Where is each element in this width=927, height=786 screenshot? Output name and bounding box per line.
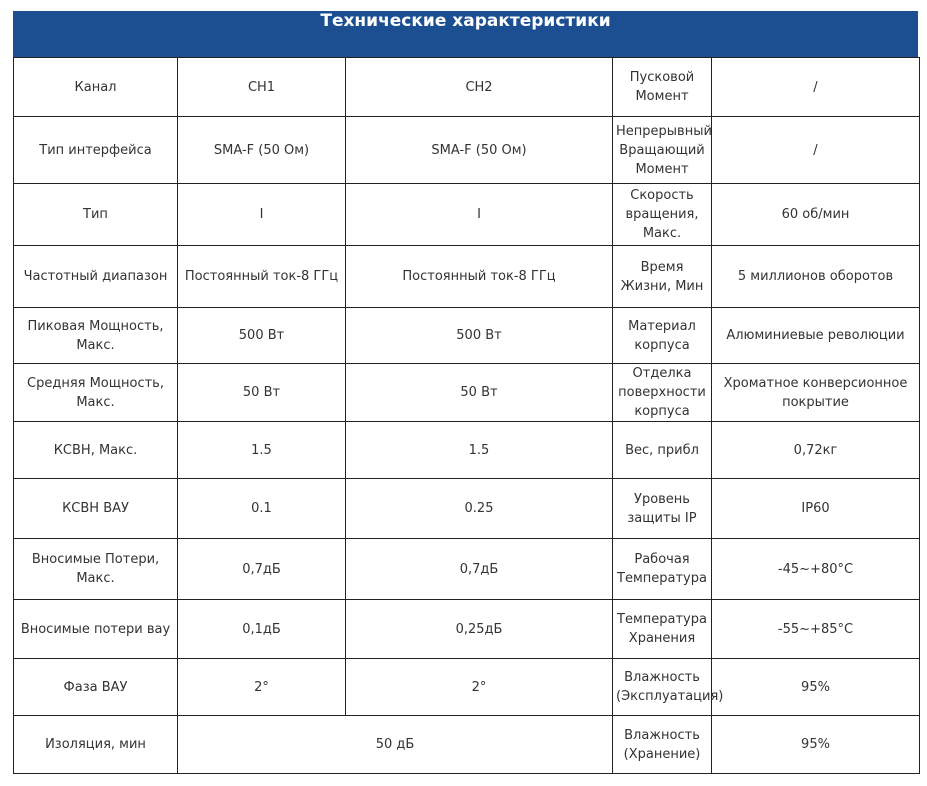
ch2-value: 1.5 bbox=[346, 422, 613, 479]
mech-param-value: / bbox=[712, 58, 920, 117]
mech-param-value: IP60 bbox=[712, 479, 920, 539]
ch2-value: Постоянный ток-8 ГГц bbox=[346, 246, 613, 308]
mech-param-value: 95% bbox=[712, 716, 920, 774]
ch1-value: Постоянный ток-8 ГГц bbox=[178, 246, 346, 308]
mech-param-value: Хроматное конверсионное покрытие bbox=[712, 364, 920, 422]
table-row bbox=[14, 246, 920, 308]
param-label: Вносимые потери вау bbox=[14, 600, 178, 659]
table-row bbox=[14, 659, 920, 716]
ch1-value: 0,7дБ bbox=[178, 539, 346, 600]
ch2-value: 0.25 bbox=[346, 479, 613, 539]
mech-param-label: Влажность (Хранение) bbox=[613, 716, 712, 774]
table-row bbox=[14, 479, 920, 539]
param-label: КСВН ВАУ bbox=[14, 479, 178, 539]
table-row bbox=[14, 308, 920, 364]
param-label: Средняя Мощность, Макс. bbox=[14, 364, 178, 422]
mech-param-label: Материал корпуса bbox=[613, 308, 712, 364]
mech-param-label: Влажность (Эксплуатация) bbox=[613, 659, 712, 716]
table-row bbox=[14, 117, 920, 184]
isolation-value: 50 дБ bbox=[178, 716, 613, 774]
param-label: Тип интерфейса bbox=[14, 117, 178, 184]
table-title-bar bbox=[13, 11, 918, 57]
param-label: Вносимые Потери, Макс. bbox=[14, 539, 178, 600]
param-label: Канал bbox=[14, 58, 178, 117]
table-row bbox=[14, 600, 920, 659]
mech-param-value: -55~+85°C bbox=[712, 600, 920, 659]
table-row bbox=[14, 364, 920, 422]
mech-param-value: 95% bbox=[712, 659, 920, 716]
mech-param-label: Скорость вращения, Макс. bbox=[613, 184, 712, 246]
mech-param-value: Алюминиевые революции bbox=[712, 308, 920, 364]
mech-param-value: 0,72кг bbox=[712, 422, 920, 479]
mech-param-value: / bbox=[712, 117, 920, 184]
mech-param-value: 60 об/мин bbox=[712, 184, 920, 246]
table-row bbox=[14, 184, 920, 246]
ch2-value: 50 Вт bbox=[346, 364, 613, 422]
mech-param-label: Температура Хранения bbox=[613, 600, 712, 659]
ch1-value: I bbox=[178, 184, 346, 246]
ch1-value: 1.5 bbox=[178, 422, 346, 479]
table-row bbox=[14, 716, 920, 774]
param-label: Частотный диапазон bbox=[14, 246, 178, 308]
mech-param-label: Уровень защиты IP bbox=[613, 479, 712, 539]
ch2-value: 2° bbox=[346, 659, 613, 716]
param-label: Пиковая Мощность, Макс. bbox=[14, 308, 178, 364]
ch1-value: 500 Вт bbox=[178, 308, 346, 364]
ch2-value: 0,7дБ bbox=[346, 539, 613, 600]
ch1-value: SMA-F (50 Ом) bbox=[178, 117, 346, 184]
mech-param-value: -45~+80°C bbox=[712, 539, 920, 600]
mech-param-label: Отделка поверхности корпуса bbox=[613, 364, 712, 422]
table-row bbox=[14, 58, 920, 117]
table-row bbox=[14, 422, 920, 479]
table-row bbox=[14, 539, 920, 600]
mech-param-value: 5 миллионов оборотов bbox=[712, 246, 920, 308]
mech-param-label: Время Жизни, Мин bbox=[613, 246, 712, 308]
param-label: Изоляция, мин bbox=[14, 716, 178, 774]
ch1-value: 0.1 bbox=[178, 479, 346, 539]
mech-param-label: Пусковой Момент bbox=[613, 58, 712, 117]
ch1-value: 2° bbox=[178, 659, 346, 716]
ch1-value: CH1 bbox=[178, 58, 346, 117]
specifications-table bbox=[13, 57, 920, 774]
ch2-value: SMA-F (50 Ом) bbox=[346, 117, 613, 184]
param-label: Фаза ВАУ bbox=[14, 659, 178, 716]
mech-param-label: Непрерывный Вращающий Момент bbox=[613, 117, 712, 184]
mech-param-label: Вес, прибл bbox=[613, 422, 712, 479]
ch2-value: I bbox=[346, 184, 613, 246]
ch2-value: 0,25дБ bbox=[346, 600, 613, 659]
ch2-value: CH2 bbox=[346, 58, 613, 117]
ch1-value: 0,1дБ bbox=[178, 600, 346, 659]
param-label: КСВН, Макс. bbox=[14, 422, 178, 479]
ch1-value: 50 Вт bbox=[178, 364, 346, 422]
param-label: Тип bbox=[14, 184, 178, 246]
table-title: Технические характеристики bbox=[320, 11, 611, 31]
mech-param-label: Рабочая Температура bbox=[613, 539, 712, 600]
ch2-value: 500 Вт bbox=[346, 308, 613, 364]
